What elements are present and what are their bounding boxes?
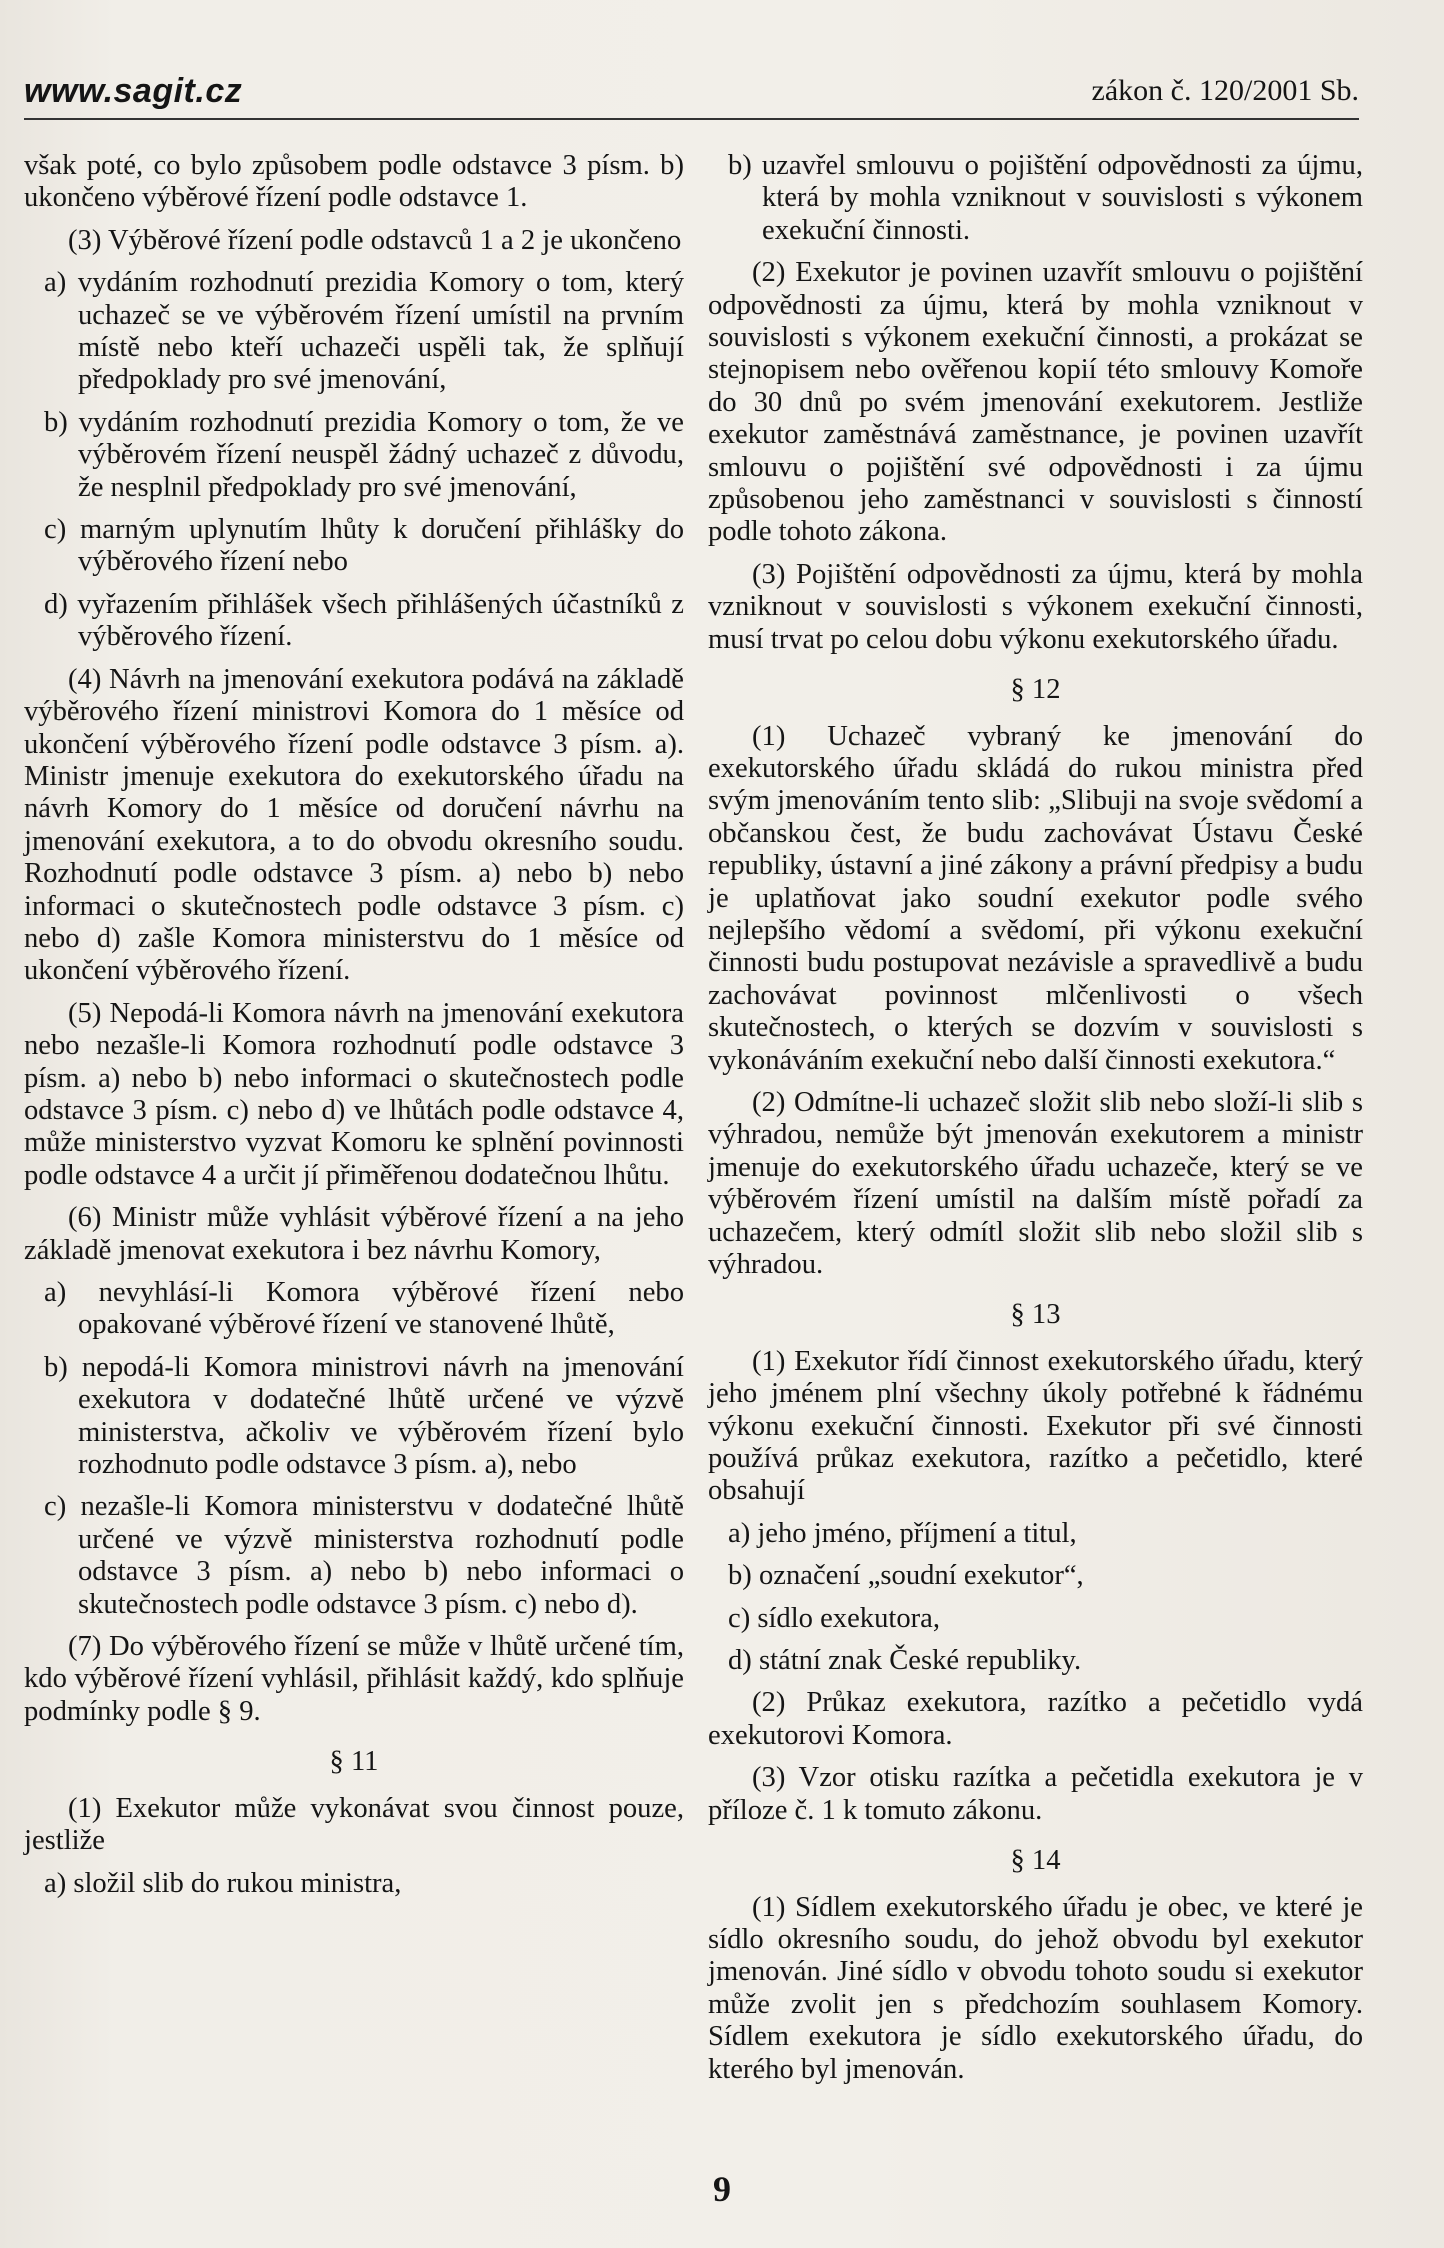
page-header: [24, 60, 1359, 118]
paragraph: (3) Pojištění odpovědnosti za újmu, která by mohla vzniknout v souvislosti s výkonem exekuční činnosti, musí trvat po celou dobu výkonu exekutorského úřadu.: [708, 558, 1363, 655]
paragraph: (3) Vzor otisku razítka a pečetidla exekutora je v příloze č. 1 k tomuto zákonu.: [708, 1762, 1363, 1826]
paragraph: (7) Do výběrového řízení se může v lhůtě určené tím, kdo výběrové řízení vyhlásil, přihlásit každý, kdo splňuje podmínky podle § 9.: [24, 1631, 684, 1727]
law-reference: zákon č. 120/2001 Sb.: [1091, 74, 1359, 107]
paragraph: (5) Nepodá-li Komora návrh na jmenování exekutora nebo nezašle-li Komora rozhodnutí podle odstavce 3 písm. a) nebo b) nebo informaci o skutečnostech podle odstavce 3 písm. c) nebo d) ve lhůtách podle odstavce 4, může ministerstvo vyzvat Komoru ke splnění povinnosti podle odstavce 4 a určit jí přiměřenou dodatečnou lhůtu.: [24, 997, 684, 1191]
paragraph: (1) Exekutor řídí činnost exekutorského úřadu, který jeho jménem plní všechny úkoly potřebné k řádnému výkonu exekuční činnosti. Exekutor při své činnosti používá průkaz exekutora, razítko a pečetidlo, které obsahují: [708, 1345, 1363, 1507]
paragraph: (1) Sídlem exekutorského úřadu je obec, ve které je sídlo okresního soudu, do jehož obvodu byl exekutor jmenován. Jiné sídlo v obvodu tohoto soudu si exekutor může zvolit jen s předchozím souhlasem Komory. Sídlem exekutora je sídlo exekutorského úřadu, do kterého byl jmenován.: [708, 1891, 1363, 2085]
list-item: d) státní znak České republiky.: [728, 1645, 1082, 1677]
list-item: d) vyřazením přihlášek všech přihlášených účastníků z výběrového řízení.: [44, 588, 684, 653]
paragraph: (3) Výběrové řízení podle odstavců 1 a 2 je ukončeno: [68, 224, 682, 256]
list-item: b) vydáním rozhodnutí prezidia Komory o tom, že ve výběrovém řízení neuspěl žádný uchazeč z důvodu, že nesplnil předpoklady pro své jmenování,: [44, 406, 684, 503]
paragraph: (2) Exekutor je povinen uzavřít smlouvu o pojištění odpovědnosti za újmu, která by mohla vzniknout v souvislosti s výkonem exekuční činnosti, a prokázat se stejnopisem nebo ověřenou kopií této smlouvy Komoře do 30 dnů po svém jmenování exekutorem. Jestliže exekutor zaměstnává zaměstnance, je povinen uzavřít smlouvu o pojištění své odpovědnosti i za újmu způsobenou jeho zaměstnanci v souvislosti s činností podle tohoto zákona.: [708, 257, 1363, 548]
left-column: [24, 150, 684, 1910]
list-item: b) uzavřel smlouvu o pojištění odpovědnosti za újmu, která by mohla vzniknout v souvislosti s výkonem exekuční činnosti.: [728, 150, 1363, 246]
list-item: c) sídlo exekutora,: [728, 1602, 940, 1634]
section-heading: § 12: [1010, 674, 1061, 706]
paragraph: (1) Exekutor může vykonávat svou činnost pouze, jestliže: [24, 1792, 684, 1857]
list-item: a) nevyhlásí-li Komora výběrové řízení nebo opakované výběrové řízení ve stanovené lhůtě,: [44, 1277, 684, 1341]
paragraph: (2) Odmítne-li uchazeč složit slib nebo složí-li slib s výhradou, nemůže být jmenován exekutorem a ministr jmenuje do exekutorského úřadu uchazeče, který se ve výběrovém řízení umístil na dalším místě pořadí za uchazečem, který odmítl složit slib nebo složil slib s výhradou.: [708, 1086, 1363, 1280]
list-item: a) jeho jméno, příjmení a titul,: [728, 1517, 1077, 1549]
list-item: b) nepodá-li Komora ministrovi návrh na jmenování exekutora v dodatečné lhůtě určené ve výzvě ministerstva, ačkoliv ve výběrovém řízení bylo rozhodnuto podle odstavce 3 písm. a), nebo: [44, 1351, 684, 1481]
paragraph: (4) Návrh na jmenování exekutora podává na základě výběrového řízení ministrovi Komora do 1 měsíce od ukončení výběrového řízení podle odstavce 3 písm. a). Ministr jmenuje exekutora do exekutorského úřadu na návrh Komory do 1 měsíce od doručení návrhu na jmenování exekutora, a to do obvodu okresního soudu. Rozhodnutí podle odstavce 3 písm. a) nebo b) nebo informaci o skutečnostech podle odstavce 3 písm. c) nebo d) zašle Komora ministerstvu do 1 měsíce od ukončení výběrového řízení.: [24, 663, 684, 987]
site-url[interactable]: www.sagit.cz: [24, 72, 243, 110]
list-item: a) složil slib do rukou ministra,: [44, 1867, 402, 1899]
paragraph: (1) Uchazeč vybraný ke jmenování do exekutorského úřadu skládá do rukou ministra před svým jmenováním tento slib: „Slibuji na svoje svědomí a občanskou čest, že budu zachovávat Ústavu České republiky, ústavní a jiné zákony a právní předpisy a budu je uplatňovat jako soudní exekutor podle svého nejlepšího vědomí a svědomí, při výkonu exekuční činnosti budu postupovat nezávisle a spravedlivě a budu zachovávat povinnost mlčenlivosti o všech skutečnostech, o kterých se dozvím v souvislosti s vykonáváním exekuční nebo další činnosti exekutora.“: [708, 720, 1363, 1076]
list-item: b) označení „soudní exekutor“,: [728, 1560, 1084, 1592]
page-number: 9: [713, 2169, 731, 2209]
section-heading: § 14: [1010, 1845, 1061, 1877]
section-heading: § 13: [1010, 1299, 1061, 1331]
list-item: c) nezašle-li Komora ministerstvu v dodatečné lhůtě určené ve výzvě ministerstva rozhodnutí podle odstavce 3 písm. a) nebo b) nebo informaci o skutečnostech podle odstavce 3 písm. c) nebo d).: [44, 1491, 684, 1620]
paragraph: (2) Průkaz exekutora, razítko a pečetidlo vydá exekutorovi Komora.: [708, 1687, 1363, 1751]
list-item: c) marným uplynutím lhůty k doručení přihlášky do výběrového řízení nebo: [44, 514, 684, 578]
paragraph: však poté, co bylo způsobem podle odstavce 3 písm. b) ukončeno výběrové řízení podle odstavce 1.: [24, 150, 684, 214]
section-heading: § 11: [329, 1746, 379, 1778]
right-column: [708, 150, 1363, 2096]
list-item: a) vydáním rozhodnutí prezidia Komory o tom, který uchazeč se ve výběrovém řízení umístil na prvním místě nebo kteří uchazeči uspěli tak, že splňují předpoklady pro své jmenování,: [44, 267, 684, 396]
header-rule: [24, 118, 1359, 120]
paragraph: (6) Ministr může vyhlásit výběrové řízení a na jeho základě jmenovat exekutora i bez návrhu Komory,: [24, 1202, 684, 1266]
